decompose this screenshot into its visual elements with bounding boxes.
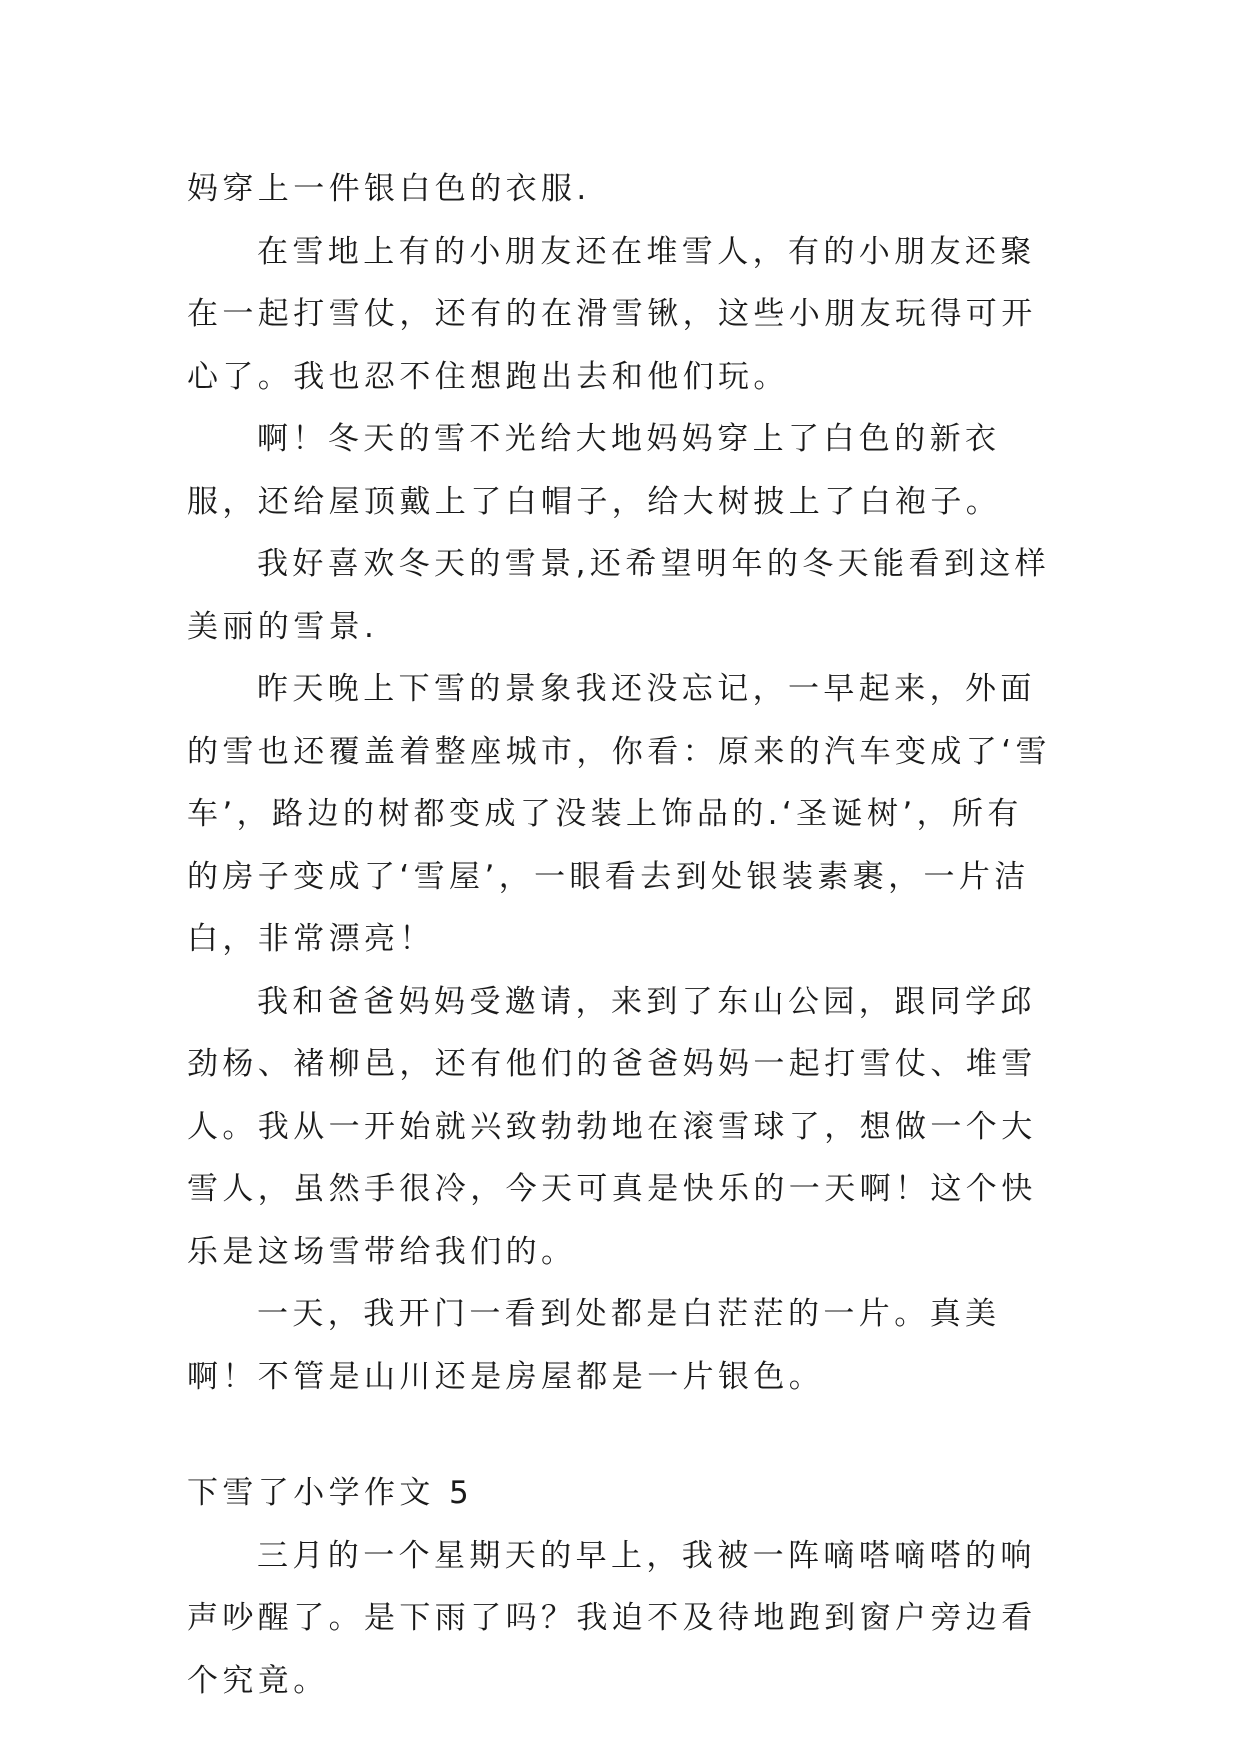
paragraph: 三月的一个星期天的早上，我被一阵嘀嗒嘀嗒的响声吵醒了。是下雨了吗？我迫不及待地跑到窗户旁边看个究竟。 (187, 1537, 1037, 1699)
section-title: 下雪了小学作文 5 (187, 1475, 474, 1511)
paragraph: 我和爸爸妈妈受邀请，来到了东山公园，跟同学邱劲杨、褚柳邑，还有他们的爸爸妈妈一起打雪仗、堆雪人。我从一开始就兴致勃勃地在滚雪球了，想做一个大雪人，虽然手很冷，今天可真是快乐的一天啊！这个快乐是这场雪带给我们的。 (187, 983, 1037, 1270)
paragraph: 啊！冬天的雪不光给大地妈妈穿上了白色的新衣服，还给屋顶戴上了白帽子，给大树披上了白袍子。 (187, 421, 1002, 520)
paragraph: 在雪地上有的小朋友还在堆雪人，有的小朋友还聚在一起打雪仗，还有的在滑雪锹，这些小朋友玩得可开心了。我也忍不住想跑出去和他们玩。 (187, 233, 1037, 395)
paragraph: 我好喜欢冬天的雪景,还希望明年的冬天能看到这样美丽的雪景. (187, 546, 1051, 645)
paragraph-continued: 妈穿上一件银白色的衣服. (187, 171, 591, 207)
paragraph: 昨天晚上下雪的景象我还没忘记，一早起来，外面的雪也还覆盖着整座城市，你看：原来的汽车变成了‘雪车’，路边的树都变成了没装上饰品的.‘圣诞树’，所有的房子变成了‘雪屋’，一眼看去到处银装素裹，一片洁白，非常漂亮！ (187, 671, 1051, 957)
paragraph: 一天，我开门一看到处都是白茫茫的一片。真美啊！不管是山川还是房屋都是一片银色。 (187, 1296, 1001, 1395)
document-body (187, 158, 1057, 1712)
